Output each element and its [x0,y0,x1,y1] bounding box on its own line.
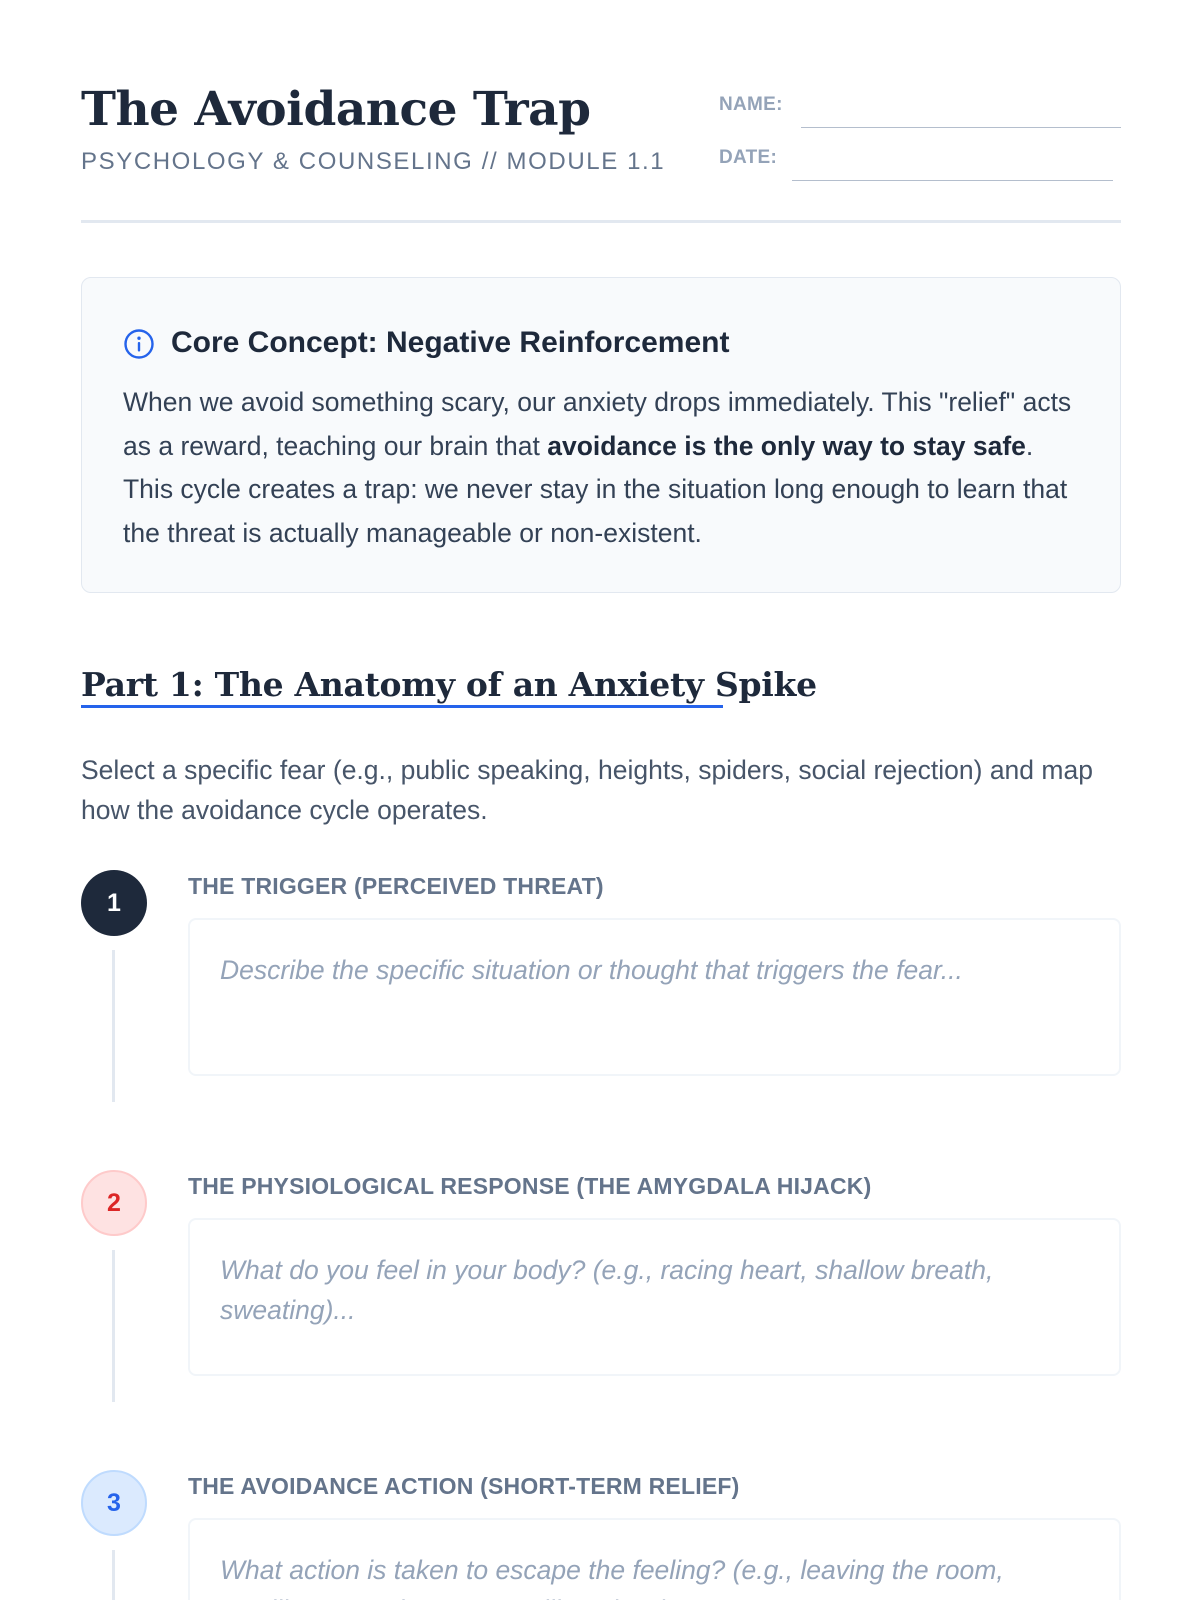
name-input-line[interactable] [801,127,1121,129]
step-avoidance-action [81,1470,1121,1600]
page-title: The Avoidance Trap [81,82,591,137]
date-field[interactable] [719,141,1121,181]
part1-title-underline [81,705,723,708]
part1-title: Part 1: The Anatomy of an Anxiety Spike [81,665,817,704]
header-divider [81,220,1121,223]
avoidance-action-field[interactable] [188,1518,1121,1600]
core-concept-box [81,277,1121,593]
step-number-badge: 3 [81,1470,147,1536]
step-trigger [81,870,1121,1110]
step-connector-line [112,1250,115,1402]
date-input-line[interactable] [792,180,1113,182]
physiological-response-field[interactable] [188,1218,1121,1376]
step-connector-line [112,950,115,1102]
name-field[interactable] [719,88,1121,128]
part1-intro: Select a specific fear (e.g., public speaking, heights, spiders, social rejection) and map how the avoidance cycle operates. [81,755,1093,825]
step-connector-line [112,1550,115,1600]
step-label: THE PHYSIOLOGICAL RESPONSE (THE AMYGDALA HIJACK) [188,1173,872,1199]
info-icon [123,328,155,360]
page-subtitle: PSYCHOLOGY & COUNSELING // MODULE 1.1 [81,148,666,175]
core-concept-text [123,381,1083,555]
date-label: DATE: [719,147,778,168]
core-concept-title: Core Concept: Negative Reinforcement [171,326,730,359]
step-label: THE TRIGGER (PERCEIVED THREAT) [188,873,604,899]
name-label: NAME: [719,94,783,115]
concept-text-end: . This cycle creates a trap: we never stay in the situation long enough to learn that the threat is actually manageable or non-existent. [123,430,1068,548]
step-physiological-response [81,1170,1121,1410]
concept-text-start: When we avoid something scary, our anxiety drops immediately. This "relief" acts as a reward, teaching our brain that [123,387,1072,461]
concept-text-emphasis: avoidance is the only way to stay safe [547,430,1026,461]
step-number-badge: 1 [81,870,147,936]
step-number-badge: 2 [81,1170,147,1236]
worksheet-header [81,82,1121,222]
step-label: THE AVOIDANCE ACTION (SHORT-TERM RELIEF) [188,1473,740,1499]
trigger-response-field[interactable] [188,918,1121,1076]
